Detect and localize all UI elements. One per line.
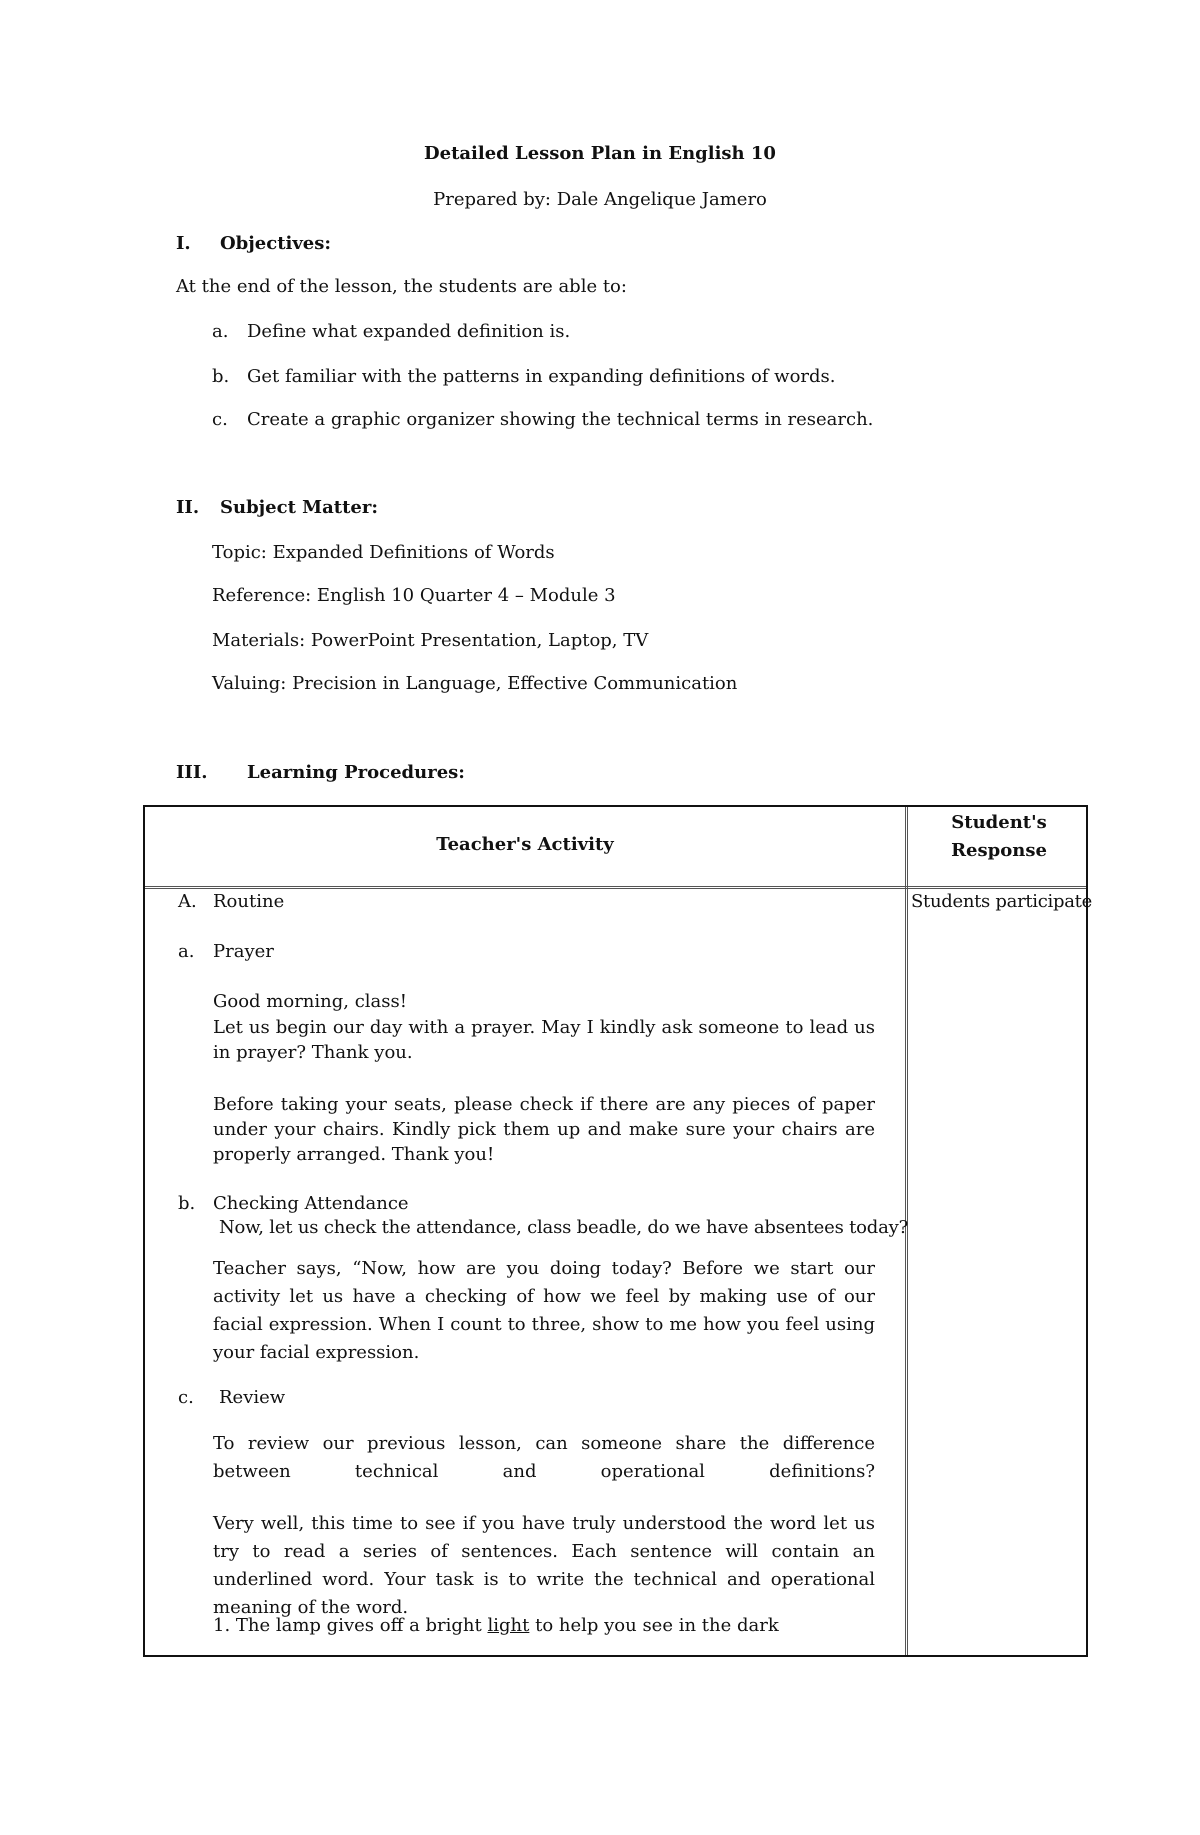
attendance-letter: b.	[178, 1193, 196, 1214]
table-header-divider	[145, 886, 1086, 889]
subject-topic: Topic: Expanded Definitions of Words	[212, 542, 555, 563]
column-header-student-line1: Student's	[951, 812, 1047, 833]
column-header-student-line2: Response	[951, 840, 1047, 861]
feelings-text: Teacher says, “Now, how are you doing today? Before we start our activity let us have a checking of how we feel by making use of our facial expression. When I count to three, show to me how you feel using your facial expression.	[213, 1258, 875, 1363]
objective-letter: c.	[212, 409, 228, 430]
section-heading-subject: Subject Matter:	[220, 497, 378, 518]
prayer-label: Prayer	[213, 941, 274, 962]
section-num-objectives: I.	[176, 233, 191, 254]
student-response: Students participate	[911, 891, 1092, 912]
objectives-intro: At the end of the lesson, the students are able to:	[176, 276, 627, 297]
sentence-1	[213, 1615, 779, 1636]
prepared-by: Prepared by: Dale Angelique Jamero	[433, 189, 767, 210]
review-text: To review our previous lesson, can someone share the difference between technical and operational definitions?	[213, 1433, 875, 1482]
section-heading-procedures: Learning Procedures:	[247, 762, 465, 783]
routine-label: Routine	[213, 891, 285, 912]
prayer-letter: a.	[178, 941, 195, 962]
sentence-1-suffix: to help you see in the dark	[529, 1615, 779, 1636]
routine-letter: A.	[178, 891, 197, 912]
procedures-table	[143, 805, 1092, 1657]
objective-letter: a.	[212, 321, 229, 342]
subject-materials: Materials: PowerPoint Presentation, Laptop, TV	[212, 630, 649, 651]
section-num-subject: II.	[176, 497, 200, 518]
subject-valuing: Valuing: Precision in Language, Effective Communication	[212, 673, 738, 694]
greeting-text: Good morning, class!	[213, 991, 407, 1012]
objective-item: Create a graphic organizer showing the technical terms in research.	[247, 409, 874, 430]
sentence-1-prefix: 1. The lamp gives off a bright	[213, 1615, 488, 1636]
objective-letter: b.	[212, 366, 230, 387]
subject-reference: Reference: English 10 Quarter 4 – Module 3	[212, 585, 616, 606]
attendance-label: Checking Attendance	[213, 1193, 409, 1214]
prayer-text: Let us begin our day with a prayer. May I kindly ask someone to lead us in prayer? Thank you.	[213, 1017, 875, 1063]
review-label: Review	[219, 1387, 286, 1408]
attendance-text: Now, let us check the attendance, class beadle, do we have absentees today?	[219, 1217, 909, 1238]
review-letter: c.	[178, 1387, 194, 1408]
sentence-1-underlined-word: light	[487, 1615, 530, 1636]
page-title: Detailed Lesson Plan in English 10	[424, 143, 776, 164]
objective-item: Define what expanded definition is.	[247, 321, 571, 342]
section-num-procedures: III.	[176, 762, 208, 783]
seats-text: Before taking your seats, please check if there are any pieces of paper under your chairs. Kindly pick them up and make sure your chairs are properly arranged. Thank you!	[213, 1094, 875, 1165]
section-heading-objectives: Objectives:	[220, 233, 332, 254]
objective-item: Get familiar with the patterns in expanding definitions of words.	[247, 366, 836, 387]
column-header-teacher: Teacher's Activity	[436, 834, 614, 855]
very-well-text: Very well, this time to see if you have truly understood the word let us try to read a series of sentences. Each sentence will contain an underlined word. Your task is to write the technical and operational meaning of the word.	[213, 1513, 875, 1618]
